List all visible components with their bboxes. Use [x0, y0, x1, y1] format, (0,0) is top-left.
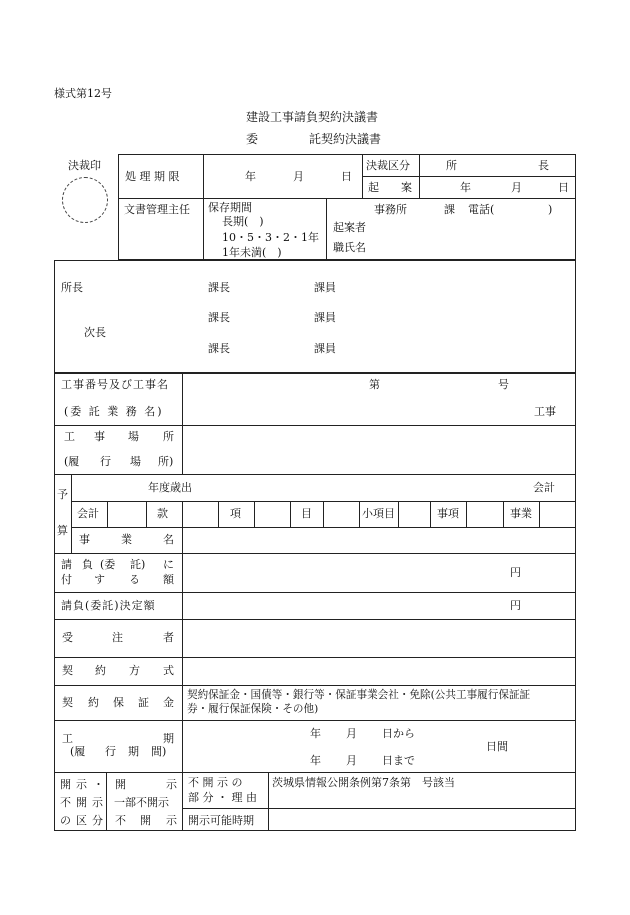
phone-close: ) — [548, 203, 553, 216]
disclosure-class-a1: 開 — [60, 778, 71, 791]
retention-under-one: 1年未満( ) — [222, 246, 282, 259]
end-year: 年 — [310, 754, 321, 767]
perf-period-3: 期 — [128, 745, 139, 758]
disclosure-class-b1: 不 — [60, 796, 71, 809]
approval-seal-label: 決裁印 — [68, 159, 101, 172]
budget-cell-moku: 目 — [301, 507, 312, 520]
retention-label: 保存期間 — [208, 201, 252, 214]
contract-method-3: 方 — [129, 664, 140, 677]
budget-cell-kou: 項 — [230, 507, 241, 520]
budget-label-2: 算 — [57, 524, 68, 537]
period-label-1: 工 — [62, 732, 73, 745]
contract-guarantee-1: 契 — [62, 696, 73, 709]
project-name-2: 業 — [121, 533, 132, 546]
drafted-month: 月 — [511, 181, 522, 194]
contract-guarantee-4: 証 — [138, 696, 149, 709]
contractor-label-1: 受 — [62, 631, 73, 644]
perf-period-2: 行 — [105, 745, 116, 758]
deadline-year: 年 — [245, 170, 256, 183]
performance-location-4: 所) — [158, 455, 174, 468]
contract-amount-yen: 円 — [510, 566, 521, 579]
deadline-label: 処 理 期 限 — [125, 170, 180, 183]
decision-category-sho: 所 — [446, 159, 457, 172]
start-year: 年 — [310, 727, 321, 740]
contract-amount-l2-3: る — [129, 573, 140, 586]
staff-label-3: 課員 — [314, 342, 336, 355]
section-chief-label-3: 課長 — [208, 342, 230, 355]
contract-method-1: 契 — [62, 664, 73, 677]
deadline-month: 月 — [293, 170, 304, 183]
end-month: 月 — [346, 754, 357, 767]
document-title-alt-prefix: 委 — [246, 132, 259, 146]
perf-period-1: (履 — [70, 745, 86, 758]
budget-cell-matter: 事項 — [437, 507, 459, 520]
location-label-2: 事 — [94, 430, 105, 443]
contract-amount-l1-5: に — [163, 558, 174, 571]
option-nondisclose-1: 不 — [115, 814, 126, 827]
contract-amount-l1-1: 請 — [61, 558, 72, 571]
perf-period-4: 間) — [151, 745, 167, 758]
decision-category-label: 決裁区分 — [366, 159, 410, 172]
decided-amount-label: 請負(委託)決定額 — [61, 599, 156, 612]
drafter-title-name-label: 職氏名 — [333, 241, 366, 254]
option-disclose-2: 示 — [166, 778, 177, 791]
section-label: 課 — [444, 203, 455, 216]
guarantee-options-line2: 券・履行保証保険・その他) — [187, 703, 319, 715]
budget-cell-subitem: 小項目 — [362, 507, 395, 520]
option-disclose-1: 開 — [115, 778, 126, 791]
drafted-day: 日 — [558, 181, 569, 194]
section-chief-label-2: 課長 — [208, 311, 230, 324]
start-from: 日から — [382, 727, 415, 740]
fiscal-year-expenditure: 年度歳出 — [148, 481, 192, 494]
contract-amount-l2-4: 額 — [163, 573, 174, 586]
form-number: 様式第12号 — [54, 87, 112, 100]
staff-label-1: 課員 — [314, 281, 336, 294]
start-month: 月 — [346, 727, 357, 740]
option-nondisclose-3: 示 — [166, 814, 177, 827]
disclosure-class-b3: 示 — [92, 796, 103, 809]
contract-guarantee-2: 約 — [88, 696, 99, 709]
drafted-year: 年 — [460, 181, 471, 194]
contract-amount-l1-3: (委 — [100, 558, 116, 571]
option-nondisclose-2: 開 — [140, 814, 151, 827]
contract-amount-l1-2: 負 — [82, 558, 93, 571]
disclosure-possible-date-label: 開示可能時期 — [188, 814, 254, 827]
contract-amount-l1-4: 託) — [130, 558, 146, 571]
disclosure-class-b2: 開 — [76, 796, 87, 809]
contract-method-4: 式 — [163, 664, 174, 677]
project-name-1: 事 — [79, 533, 90, 546]
work-suffix: 工事 — [534, 405, 556, 418]
end-until: 日まで — [382, 754, 415, 767]
contract-guarantee-5: 金 — [163, 696, 174, 709]
work-number-label: 工事番号及び工事名 — [61, 378, 169, 391]
budget-cell-account: 会計 — [77, 507, 99, 520]
contract-method-2: 約 — [95, 664, 106, 677]
nondisclosure-part-label-2: 部 分 ・ 理 由 — [188, 791, 257, 804]
section-chief-label-1: 課長 — [208, 281, 230, 294]
decided-amount-yen: 円 — [510, 599, 521, 612]
staff-label-2: 課員 — [314, 311, 336, 324]
document-title: 建設工事請負契約決議書 — [246, 110, 379, 124]
nondisclosure-reason-text: 茨城県情報公開条例第7条第 号該当 — [272, 776, 455, 789]
drafter-label: 起案者 — [333, 221, 366, 234]
decision-category-cho: 長 — [538, 159, 549, 172]
number-dai: 第 — [369, 378, 380, 391]
contractor-label-3: 者 — [163, 631, 174, 644]
guarantee-options-line1: 契約保証金・国債等・銀行等・保証事業会社・免除(公共工事履行保証証 — [187, 689, 531, 701]
contract-guarantee-3: 保 — [113, 696, 124, 709]
director-label: 所長 — [61, 281, 83, 294]
disclosure-class-c3: 分 — [92, 814, 103, 827]
office-label: 事務所 — [374, 203, 407, 216]
project-name-3: 名 — [163, 533, 174, 546]
nondisclosure-part-label-1: 不 開 示 の — [188, 776, 243, 789]
budget-cell-kan: 款 — [157, 507, 168, 520]
retention-years: 10・5・3・2・1年 — [222, 231, 319, 244]
document-manager-label: 文書管理主任 — [124, 203, 190, 216]
retention-long: 長期( ) — [222, 215, 264, 228]
budget-label-1: 予 — [57, 488, 68, 501]
period-label-2: 期 — [163, 732, 174, 745]
disclosure-class-c1: の — [60, 814, 71, 827]
contract-amount-l2-2: す — [94, 573, 105, 586]
phone-label: 電話( — [468, 203, 495, 216]
budget-cell-project: 事業 — [510, 507, 532, 520]
location-label-3: 場 — [128, 430, 139, 443]
performance-location-1: (履 — [64, 455, 80, 468]
disclosure-class-c2: 区 — [76, 814, 87, 827]
period-days: 日間 — [486, 740, 508, 753]
deadline-day: 日 — [341, 170, 352, 183]
option-partial-nondisclose: 一部不開示 — [114, 796, 169, 809]
commission-name-label: (委 託 業 務 名) — [64, 405, 164, 418]
disclosure-class-a3: ・ — [93, 778, 104, 791]
drafted-label: 起 案 — [368, 181, 412, 194]
deputy-director-label: 次長 — [84, 326, 106, 339]
location-label-4: 所 — [163, 430, 174, 443]
location-label-1: 工 — [64, 430, 75, 443]
contract-amount-l2-1: 付 — [61, 573, 72, 586]
document-title-alt: 託契約決議書 — [309, 132, 382, 146]
account-label-top: 会計 — [533, 481, 555, 494]
contractor-label-2: 注 — [112, 631, 123, 644]
performance-location-2: 行 — [100, 455, 111, 468]
disclosure-class-a2: 示 — [76, 778, 87, 791]
performance-location-3: 場 — [130, 455, 141, 468]
approval-seal-circle — [62, 177, 108, 223]
number-go: 号 — [498, 378, 509, 391]
